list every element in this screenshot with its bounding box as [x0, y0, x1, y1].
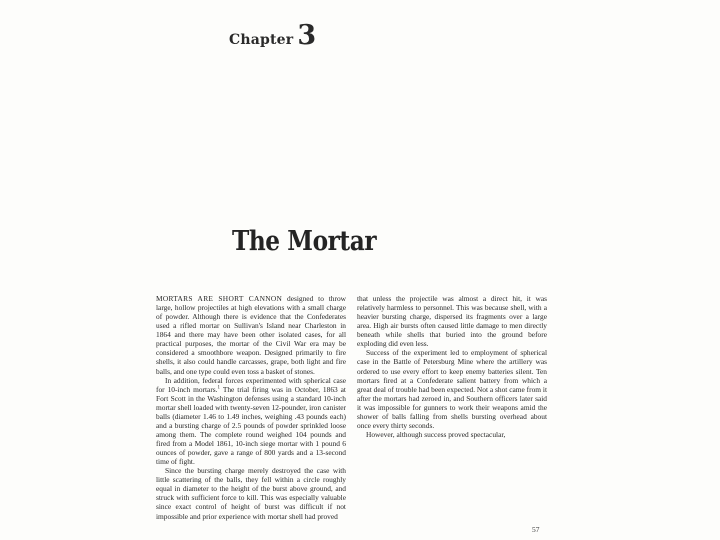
paragraph-3-continued: that unless the projectile was almost a direct hit, it was relatively harmless to personnel. This was because shell, with a heavier bursting charge, dispersed its fragments over a large area. High air bursts often caused little damage to men directly beneath while shells that buried into the ground before exploding did even less. [357, 294, 547, 349]
chapter-title: The Mortar [232, 226, 377, 257]
lead-in-text: MORTARS ARE SHORT CANNON [156, 294, 283, 303]
text-column-right [357, 294, 547, 439]
paragraph-1-text: designed to throw large, hollow projectiles at high elevations with a small charge of powder. Although there is evidence that the Confederates used a rifled mortar on Sullivan's Island near Charleston in 1864 and there may have been other isolated cases, for all practical purposes, the mortar of the Civil War era may be considered a smoothbore weapon. Designed primarily to fire shells, it also could handle carcasses, grape, both light and fire balls, and one type could even toss a basket of stones. [156, 294, 347, 376]
paragraph-1 [156, 294, 346, 376]
chapter-label: Chapter [229, 32, 294, 48]
paragraph-5: However, although success proved spectacular, [366, 429, 506, 439]
text-column-left [156, 294, 346, 521]
paragraph-2 [156, 376, 346, 467]
paragraph-3: Since the bursting charge merely destroyed the case with little scattering of the balls, they fell within a circle roughly equal in diameter to the height of the burst above ground, and struck with sufficient force to kill. This was especially valuable since exact control of height of burst was difficult if not impossible and prior experience with mortar shell had proved [156, 466, 346, 521]
paragraph-2-start: In addition, federal forces experimented with spherical case for 10-inch mortars. [156, 375, 346, 394]
paragraph-2-text: The trial firing was in October, 1863 at Fort Scott in the Washington defenses using a standard 10-inch mortar shell loaded with twenty-seven 12-pounder, iron canister balls (diameter 1.46 to 1.49 inches, weighing .43 pounds each) and a bursting charge of 2.5 pounds of powder sprinkled loose among them. The complete round weighed 104 pounds and fired from a Model 1861, 10-inch siege mortar with 1 pound 6 ounces of powder, gave a range of 800 yards and a 13-second time of fight. [156, 384, 346, 467]
footnote-marker: 1 [217, 385, 221, 391]
chapter-number: 3 [297, 20, 317, 51]
chapter-heading [229, 22, 316, 49]
paragraph-4: Success of the experiment led to employment of spherical case in the Battle of Petersburg Mine where the artillery was ordered to use every effort to keep enemy batteries silent. Ten mortars fired at a Confederate salient battery from which a great deal of trouble had been expected. Not a shot came from it after the mortars had zeroed in, and Southern officers later said it was impossible for gunners to work their weapons amid the shower of balls falling from shells bursting overhead about once every thirty seconds. [357, 348, 547, 430]
page-number: 57 [532, 525, 540, 534]
